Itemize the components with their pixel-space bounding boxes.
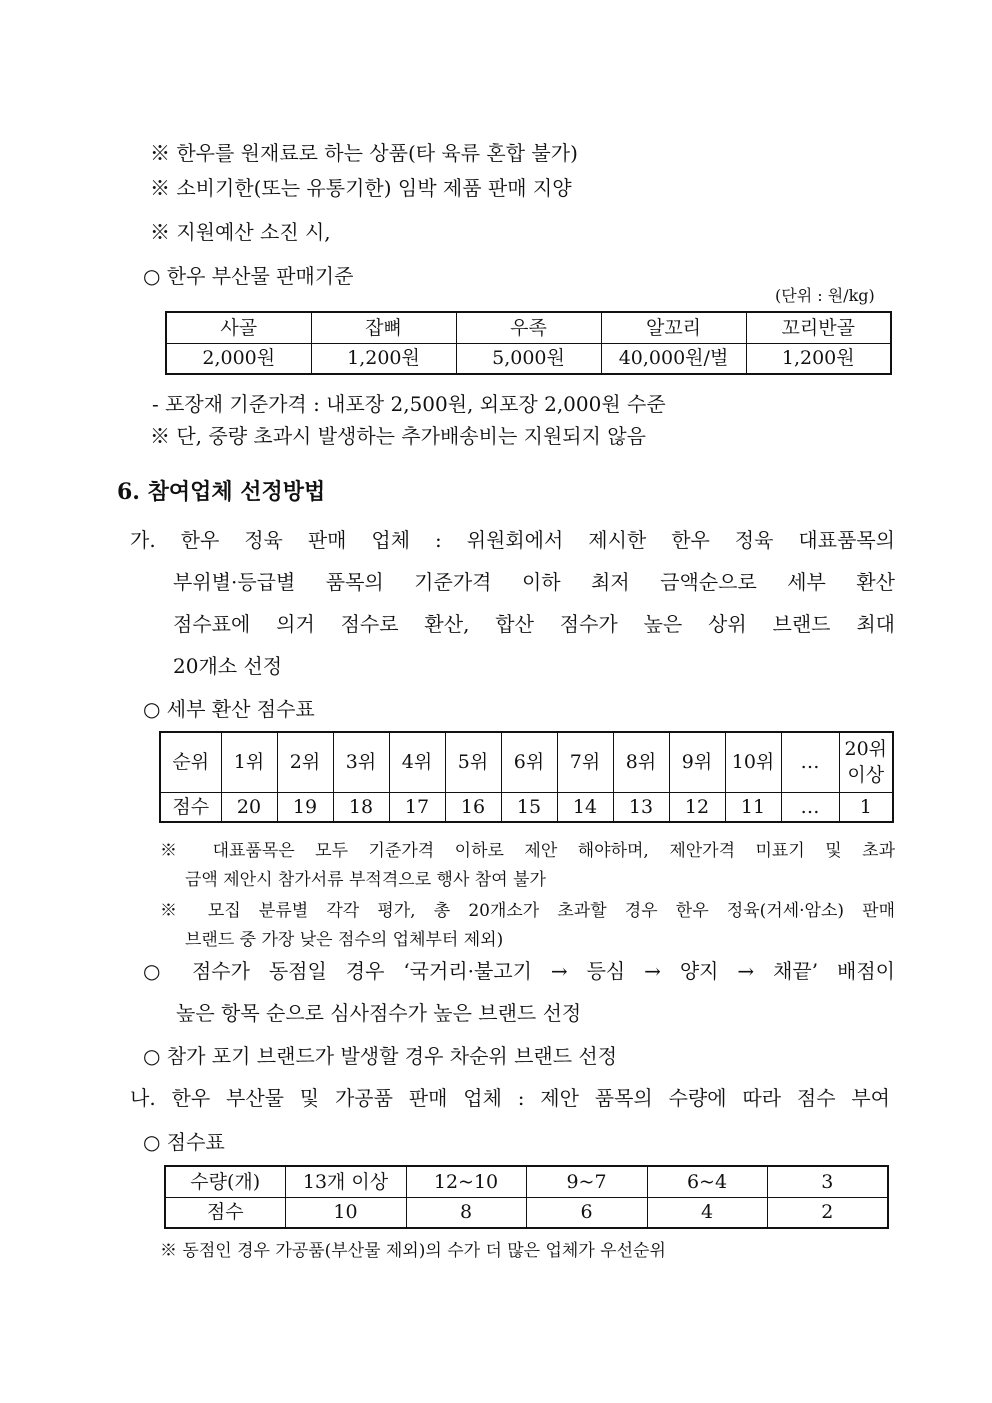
score-cell: … xyxy=(781,792,839,822)
rank-last-line1: 20위 xyxy=(844,738,888,761)
table-header-cell: 잡뼈 xyxy=(311,312,456,343)
table-row xyxy=(166,312,891,343)
item-na: 나. 한우 부산물 및 가공품 판매 업체 : 제안 품목의 수량에 따라 점수 부여 xyxy=(130,1086,890,1110)
score-cell: 6 xyxy=(526,1197,647,1228)
score-table-title: ○ 점수표 xyxy=(143,1130,225,1154)
note-recruit-line2: 브랜드 중 가장 낮은 점수의 업체부터 제외) xyxy=(185,930,504,950)
rank-cell: 3위 xyxy=(333,732,389,792)
rank-cell: 2위 xyxy=(277,732,333,792)
rank-cell-last xyxy=(839,732,893,792)
score-cell: 12 xyxy=(669,792,725,822)
table-cell: 5,000원 xyxy=(456,343,601,374)
quantity-cell: 12~10 xyxy=(406,1166,526,1197)
note-hanwoo-material: ※ 한우를 원재료로 하는 상품(타 육류 혼합 불가) xyxy=(150,141,578,165)
rank-label-cell: 순위 xyxy=(160,732,221,792)
score-cell: 17 xyxy=(389,792,445,822)
note-representative-line1: ※ 대표품목은 모두 기준가격 이하로 제안 해야하며, 제안가격 미표기 및 초과 xyxy=(160,841,895,861)
score-cell: 4 xyxy=(647,1197,767,1228)
rank-cell: … xyxy=(781,732,839,792)
tie-rule-line2: 높은 항목 순으로 심사점수가 높은 브랜드 선정 xyxy=(176,1001,582,1025)
table-cell: 40,000원/벌 xyxy=(601,343,746,374)
final-tie-note: ※ 동점인 경우 가공품(부산물 제외)의 수가 더 많은 업체가 우선순위 xyxy=(160,1241,666,1261)
score-cell: 14 xyxy=(557,792,613,822)
table-cell: 1,200원 xyxy=(311,343,456,374)
score-cell: 16 xyxy=(445,792,501,822)
tie-rule-line1: ○ 점수가 동점일 경우 ‘국거리·불고기 → 등심 → 양지 → 채끝’ 배점이 xyxy=(143,959,895,983)
byproduct-price-table xyxy=(165,311,892,375)
table-cell: 2,000원 xyxy=(166,343,311,374)
detail-score-title: ○ 세부 환산 점수표 xyxy=(143,697,315,721)
rank-cell: 6위 xyxy=(501,732,557,792)
item-ga-line3: 점수표에 의거 점수로 환산, 합산 점수가 높은 상위 브랜드 최대 xyxy=(173,612,895,636)
table-header-cell: 우족 xyxy=(456,312,601,343)
note-recruit-line1: ※ 모집 분류별 각각 평가, 총 20개소가 초과할 경우 한우 정육(거세·암소) 판매 xyxy=(160,901,895,921)
rank-cell: 10위 xyxy=(725,732,781,792)
score-label-cell: 점수 xyxy=(165,1197,285,1228)
table-row xyxy=(166,343,891,374)
note-expiry: ※ 소비기한(또는 유통기한) 임박 제품 판매 지양 xyxy=(150,176,572,200)
score-cell: 13 xyxy=(613,792,669,822)
note-representative-line2: 금액 제안시 참가서류 부적격으로 행사 참여 불가 xyxy=(185,870,546,890)
table-row xyxy=(165,1166,888,1197)
rank-last-line2: 이상 xyxy=(847,764,885,787)
item-ga-line4: 20개소 선정 xyxy=(173,654,283,678)
rank-cell: 4위 xyxy=(389,732,445,792)
rank-cell: 5위 xyxy=(445,732,501,792)
note-budget: ※ 지원예산 소진 시, xyxy=(150,220,331,244)
score-cell: 2 xyxy=(767,1197,888,1228)
score-cell: 10 xyxy=(285,1197,406,1228)
rank-cell: 9위 xyxy=(669,732,725,792)
shipping-note: ※ 단, 중량 초과시 발생하는 추가배송비는 지원되지 않음 xyxy=(150,424,646,448)
rank-score-table xyxy=(159,731,894,823)
byproduct-unit: (단위 : 원/kg) xyxy=(775,286,875,305)
score-cell: 11 xyxy=(725,792,781,822)
quantity-cell: 6~4 xyxy=(647,1166,767,1197)
withdraw-rule: ○ 참가 포기 브랜드가 발생할 경우 차순위 브랜드 선정 xyxy=(143,1044,618,1068)
quantity-label-cell: 수량(개) xyxy=(165,1166,285,1197)
table-header-cell: 알꼬리 xyxy=(601,312,746,343)
score-cell: 19 xyxy=(277,792,333,822)
quantity-score-table xyxy=(164,1165,889,1229)
score-cell: 15 xyxy=(501,792,557,822)
item-ga-line1: 가. 한우 정육 판매 업체 : 위원회에서 제시한 한우 정육 대표품목의 xyxy=(130,528,895,552)
score-cell: 8 xyxy=(406,1197,526,1228)
quantity-cell: 3 xyxy=(767,1166,888,1197)
score-cell: 1 xyxy=(839,792,893,822)
rank-cell: 7위 xyxy=(557,732,613,792)
section6-title: 6. 참여업체 선정방법 xyxy=(117,479,326,505)
rank-cell: 1위 xyxy=(221,732,277,792)
table-row xyxy=(165,1197,888,1228)
quantity-cell: 13개 이상 xyxy=(285,1166,406,1197)
rank-cell: 8위 xyxy=(613,732,669,792)
packaging-price-note: - 포장재 기준가격 : 내포장 2,500원, 외포장 2,000원 수준 xyxy=(152,392,666,416)
byproduct-standard-title: ○ 한우 부산물 판매기준 xyxy=(143,264,354,288)
table-row xyxy=(160,792,893,822)
item-ga-line2: 부위별·등급별 품목의 기준가격 이하 최저 금액순으로 세부 환산 xyxy=(173,570,895,594)
score-cell: 20 xyxy=(221,792,277,822)
table-cell: 1,200원 xyxy=(746,343,891,374)
table-header-cell: 꼬리반골 xyxy=(746,312,891,343)
score-cell: 18 xyxy=(333,792,389,822)
table-row xyxy=(160,732,893,792)
quantity-cell: 9~7 xyxy=(526,1166,647,1197)
score-label-cell: 점수 xyxy=(160,792,221,822)
table-header-cell: 사골 xyxy=(166,312,311,343)
